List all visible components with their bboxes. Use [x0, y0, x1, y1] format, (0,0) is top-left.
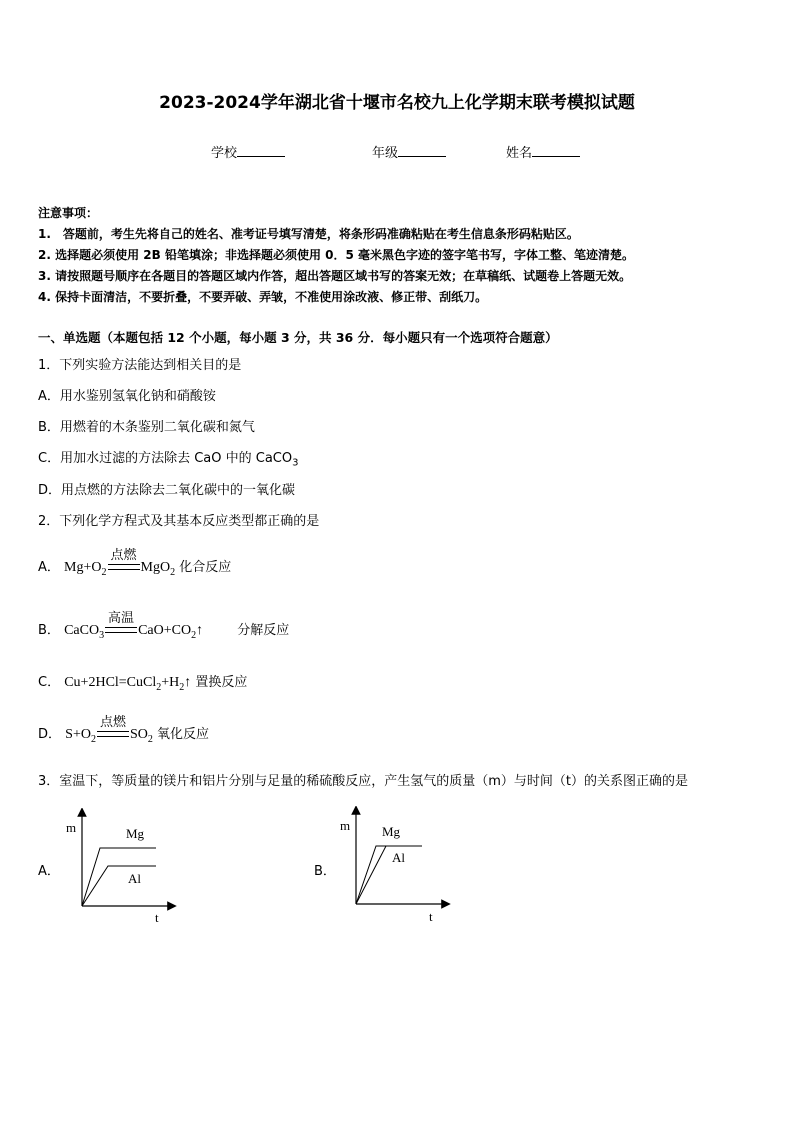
- x-axis-label: t: [429, 909, 433, 924]
- y-axis-label: m: [66, 820, 77, 835]
- q3-option-b-label: B．: [314, 864, 336, 879]
- question-1-stem: 1．下列实验方法能达到相关目的是: [38, 358, 242, 373]
- q3-option-a-label: A．: [38, 864, 60, 879]
- q3-graph-b: [334, 806, 454, 926]
- option-label: C．: [38, 675, 61, 690]
- y-axis-label: m: [340, 818, 351, 833]
- al-curve: [82, 866, 156, 906]
- q1-option-c: [38, 447, 298, 469]
- q3-graph-a: [60, 808, 180, 928]
- option-label: D．: [38, 727, 62, 742]
- reactants: Mg+O: [64, 560, 102, 575]
- q2-option-a: [38, 548, 232, 578]
- note-item: 2. 选择题必须使用 2B 铅笔填涂；非选择题必须使用 0．5 毫米黑色字迹的签字笔书写，字体工整、笔迹清楚。: [38, 248, 634, 262]
- al-label: Al: [128, 871, 141, 886]
- reaction-condition: [105, 611, 137, 638]
- condition-text: 高温: [108, 611, 135, 626]
- q1-option-b: B．用燃着的木条鉴别二氧化碳和氮气: [38, 420, 255, 435]
- option-label: A．: [38, 560, 60, 575]
- mg-curve: [82, 848, 156, 906]
- q1-option-d: D．用点燃的方法除去二氧化碳中的一氧化碳: [38, 483, 296, 498]
- question-2-stem: 2．下列化学方程式及其基本反应类型都正确的是: [38, 514, 320, 529]
- equation-part: +H: [161, 675, 180, 690]
- grade-field: [372, 142, 446, 161]
- subscript: 2: [101, 566, 107, 578]
- note-item: 3. 请按照题号顺序在各题目的答题区域内作答，超出答题区域书写的答案无效；在草稿纸、试题卷上答题无效。: [38, 269, 632, 283]
- gas-arrow: ↑: [196, 623, 204, 638]
- reaction-condition: [108, 548, 140, 575]
- gas-arrow: ↑: [184, 675, 192, 690]
- mg-curve: [356, 846, 422, 904]
- school-label: 学校: [211, 146, 238, 161]
- products: CaO+CO: [138, 623, 192, 638]
- name-field: [506, 142, 580, 161]
- reaction-type: 化合反应: [179, 560, 232, 575]
- subscript: 2: [90, 733, 96, 745]
- q2-option-c: [38, 671, 247, 693]
- reactants: CaCO: [64, 623, 100, 638]
- reactants: S+O: [65, 727, 91, 742]
- subscript: 3: [99, 629, 105, 641]
- section-heading: 一、单选题（本题包括 12 个小题，每小题 3 分，共 36 分．每小题只有一个选项符合题意）: [38, 330, 558, 345]
- mg-label: Mg: [126, 826, 145, 841]
- notes-block: [38, 203, 634, 308]
- condition-text: 点燃: [110, 548, 137, 563]
- reaction-type: 置换反应: [195, 675, 248, 690]
- al-curve: [356, 846, 386, 904]
- page-title: 2023-2024学年湖北省十堰市名校九上化学期末联考模拟试题: [159, 93, 635, 113]
- reaction-type: 氧化反应: [157, 727, 210, 742]
- q2-option-d: [38, 715, 210, 745]
- subscript: 2: [179, 681, 185, 693]
- school-field: [211, 142, 285, 161]
- equation: Cu+2HCl=CuCl: [64, 675, 157, 690]
- subscript: 2: [147, 733, 153, 745]
- products: MgO: [140, 560, 171, 575]
- note-item: 1. 答题前，考生先将自己的姓名、准考证号填写清楚，将条形码准确粘贴在考生信息条形码粘贴区。: [38, 227, 579, 241]
- subscript: 2: [156, 681, 162, 693]
- reaction-condition: [97, 715, 129, 742]
- subscript: 2: [191, 629, 197, 641]
- q1-option-a: A．用水鉴别氢氧化钠和硝酸铵: [38, 389, 216, 404]
- q1-option-c-text: C．用加水过滤的方法除去 CaO 中的 CaCO: [38, 451, 293, 466]
- school-blank: [237, 144, 285, 157]
- condition-text: 点燃: [99, 715, 126, 730]
- option-label: B．: [38, 623, 60, 638]
- products: SO: [129, 727, 148, 742]
- al-label: Al: [392, 850, 405, 865]
- name-label: 姓名: [506, 146, 533, 161]
- q2-option-b: [38, 611, 290, 641]
- subscript: 2: [170, 566, 176, 578]
- subscript: 3: [292, 457, 299, 469]
- mg-label: Mg: [382, 824, 401, 839]
- note-item: 4. 保持卡面清洁，不要折叠，不要弄破、弄皱，不准使用涂改液、修正带、刮纸刀。: [38, 290, 488, 304]
- grade-blank: [398, 144, 446, 157]
- notes-heading: 注意事项：: [38, 206, 99, 220]
- question-3-stem: 3．室温下，等质量的镁片和铝片分别与足量的稀硫酸反应，产生氢气的质量（m）与时间（t）的关系图正确的是: [38, 774, 689, 789]
- name-blank: [532, 144, 580, 157]
- x-axis-label: t: [155, 910, 159, 925]
- grade-label: 年级: [372, 146, 399, 161]
- reaction-type: 分解反应: [237, 623, 290, 638]
